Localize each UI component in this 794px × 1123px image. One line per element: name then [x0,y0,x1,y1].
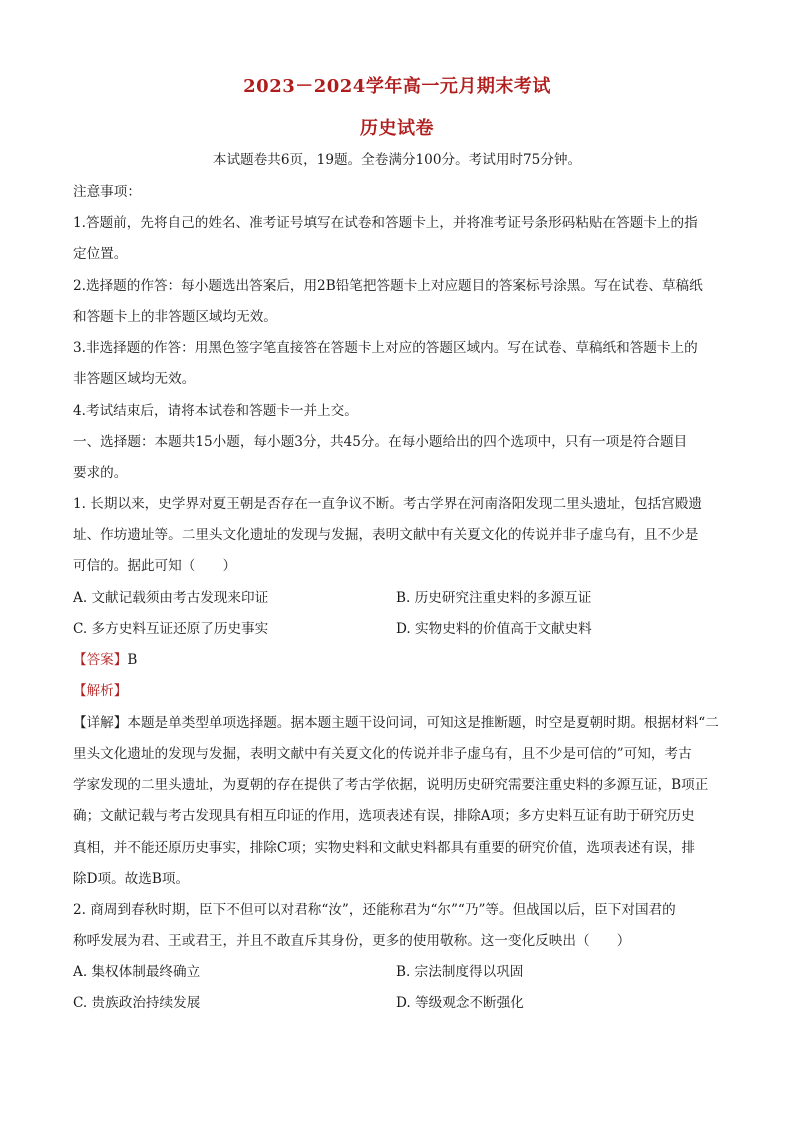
answer-label: 【答案】 [73,652,128,668]
detail-label: 【详解】 [73,715,128,731]
question-1-option-b: B. 历史研究注重史料的多源互证 [396,590,592,606]
question-1-detail: 除D项。故选B项。 [73,871,190,887]
section-heading-cont: 要求的。 [73,465,128,481]
question-1-option-c: C. 多方史料互证还原了历史事实 [73,621,269,637]
detail-text: 本题是单类型单项选择题。据本题主题干设问词，可知这是推断题，时空是夏朝时期。根据材料“二 [127,715,719,731]
notice-line: 2.选择题的作答：每小题选出答案后，用2B铅笔把答题卡上对应题目的答案标号涂黑。写在试卷、草稿纸 [73,278,703,294]
question-1-stem: 址、作坊遗址等。二里头文化遗址的发现与发掘，表明文献中有关夏文化的传说并非子虚乌有，且不少是 [73,527,699,543]
notice-line: 非答题区域均无效。 [73,371,196,387]
notice-line: 定位置。 [73,246,128,262]
question-2-stem: 2. 商周到春秋时期，臣下不但可以对君称“汝”，还能称君为“尔”“乃”等。但战国以后，臣下对国君的 [73,902,676,918]
question-2-option-a: A. 集权体制最终确立 [73,964,201,980]
notice-line: 3.非选择题的作答：用黑色签字笔直接答在答题卡上对应的答题区域内。写在试卷、草稿纸和答题卡上的 [73,340,698,356]
question-1-answer [73,650,725,670]
notice-line: 和答题卡上的非答题区域均无效。 [73,309,277,325]
question-1-option-a: A. 文献记载须由考古发现来印证 [73,590,269,606]
exam-info: 本试题卷共6页，19题。全卷满分100分。考试用时75分钟。 [212,152,582,168]
question-1-detail: 真相，并不能还原历史事实，排除C项；实物史料和文献史料都具有重要的研究价值，选项表述有误，排 [73,840,696,856]
question-2-option-d: D. 等级观念不断强化 [396,995,524,1011]
question-2-option-c: C. 贵族政治持续发展 [73,995,201,1011]
exam-title: 2023－2024学年高一元月期末考试 [243,76,551,97]
question-1-stem: 可信的。据此可知（ ） [73,558,237,574]
question-2-option-b: B. 宗法制度得以巩固 [396,964,524,980]
question-1-detail: 里头文化遗址的发现与发掘，表明文献中有关夏文化的传说并非子虚乌有，且不少是可信的”可知，考古 [73,746,692,762]
question-1-detail: 学家发现的二里头遗址，为夏朝的存在提供了考古学依据，说明历史研究需要注重史料的多源互证，B项正 [73,777,709,793]
question-1-detail [73,713,725,733]
exam-subject: 历史试卷 [360,118,434,139]
question-1-detail: 确；文献记载与考古发现具有相互印证的作用，选项表述有误，排除A项；多方史料互证有助于研究历史 [73,808,695,824]
question-1-option-d: D. 实物史料的价值高于文献史料 [396,621,592,637]
question-1-stem: 1. 长期以来，史学界对夏王朝是否存在一直争议不断。考古学界在河南洛阳发现二里头遗址，包括宫殿遗 [73,496,703,512]
notice-heading: 注意事项： [73,184,141,200]
answer-value: B [127,652,138,668]
section-heading: 一、选择题：本题共15小题，每小题3分，共45分。在每小题给出的四个选项中，只有一项是符合题目 [73,434,688,450]
question-2-stem: 称呼发展为君、王或君王，并且不敢直斥其身份，更多的使用敬称。这一变化反映出（ ） [73,933,631,949]
notice-line: 1.答题前，先将自己的姓名、准考证号填写在试卷和答题卡上，并将准考证号条形码粘贴在答题卡上的指 [73,215,698,231]
question-1-analysis-label: 【解析】 [73,683,128,699]
notice-line: 4.考试结束后，请将本试卷和答题卡一并上交。 [73,403,358,419]
